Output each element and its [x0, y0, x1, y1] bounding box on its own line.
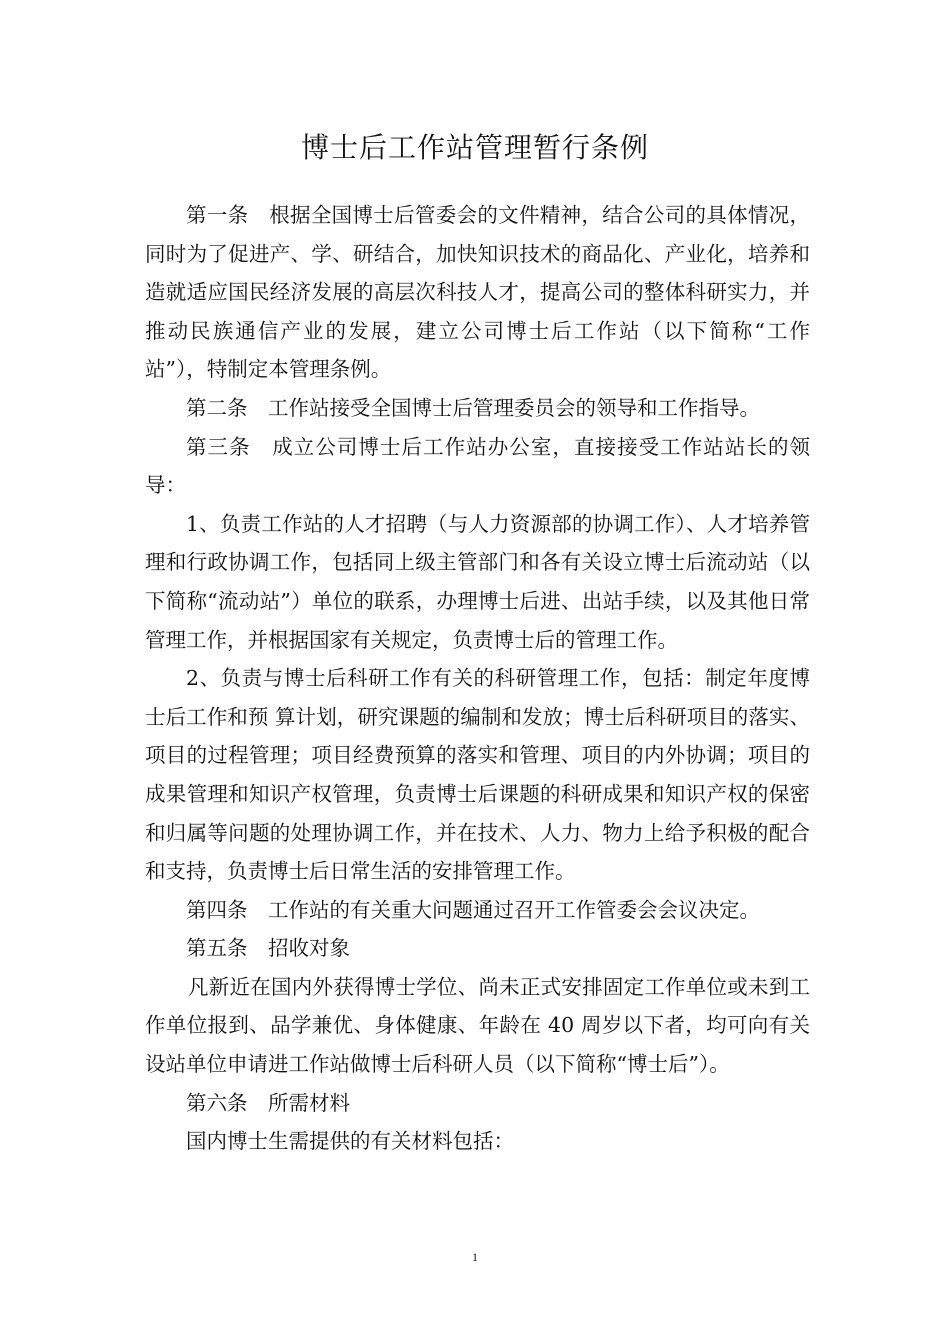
article-5-heading: 第五条 招收对象	[186, 936, 350, 961]
article-6-content: 国内博士生需提供的有关材料包括：	[186, 1129, 514, 1154]
article-3-item-2: 2、负责与博士后科研工作有关的科研管理工作，包括：制定年度博士后工作和预 算计划，研究课题的编制和发放；博士后科研项目的落实、项目的过程管理；项目经费预算的落实和管理、项目的内外协调；项目的成果管理和知识产权管理，负责博士后课题的科研成果和知识产权的保密和归属等问题的处理协调工作，并在技术、人力、物力上给予积极的配合和支持，负责博士后日常生活的安排管理工作。	[145, 666, 810, 884]
article-6-heading: 第六条 所需材料	[186, 1090, 350, 1115]
article-2-paragraph: 第二条 工作站接受全国博士后管理委员会的领导和工作指导。	[186, 395, 760, 420]
page-number: 1	[472, 1250, 478, 1264]
article-3-item-1: 1、负责工作站的人才招聘（与人力资源部的协调工作）、人才培养管理和行政协调工作，包括同上级主管部门和各有关设立博士后流动站（以下简称“流动站”）单位的联系，办理博士后进、出站手续，以及其他日常管理工作，并根据国家有关规定，负责博士后的管理工作。	[145, 511, 810, 652]
article-3-paragraph: 第三条 成立公司博士后工作站办公室，直接接受工作站站长的领导：	[145, 434, 810, 498]
article-4-paragraph: 第四条 工作站的有关重大问题通过召开工作管委会会议决定。	[186, 897, 760, 922]
document-body	[145, 196, 810, 1161]
article-5-content: 凡新近在国内外获得博士学位、尚未正式安排固定工作单位或未到工作单位报到、品学兼优、身体健康、年龄在 40 周岁以下者，均可向有关设站单位申请进工作站做博士后科研人员（以下简称“博士后”）。	[145, 974, 810, 1077]
article-1-paragraph: 第一条 根据全国博士后管委会的文件精神，结合公司的具体情况，同时为了促进产、学、研结合，加快知识技术的商品化、产业化，培养和造就适应国民经济发展的高层次科技人才，提高公司的整体科研实力，并推动民族通信产业的发展，建立公司博士后工作站（以下简称“工作站”），特制定本管理条例。	[145, 203, 810, 382]
document-title: 博士后工作站管理暂行条例	[300, 131, 649, 164]
